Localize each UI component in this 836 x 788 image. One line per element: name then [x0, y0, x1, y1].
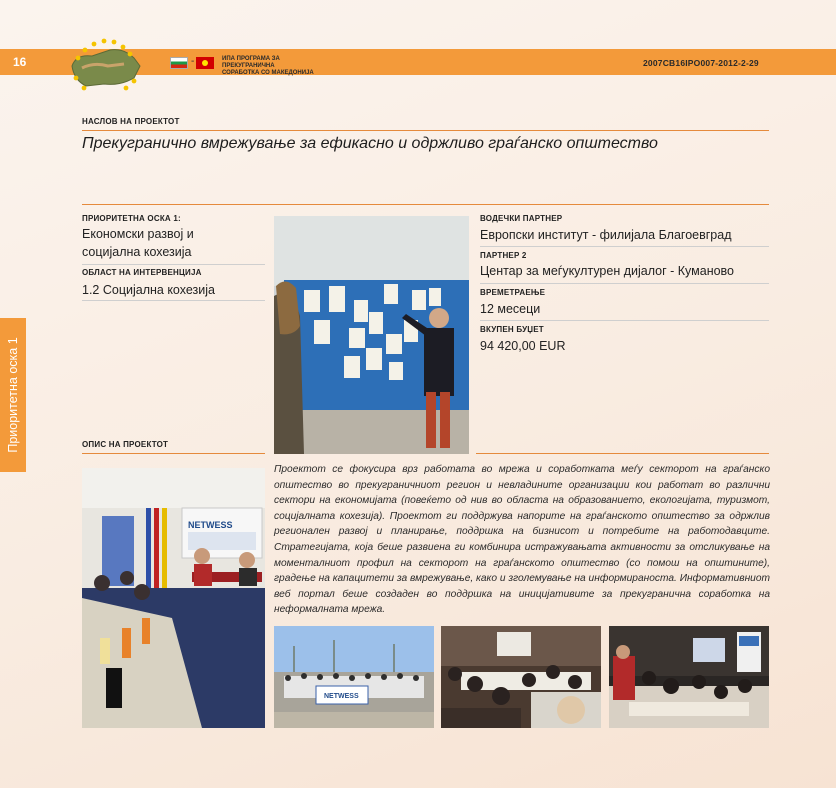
- photo-meeting-room: [441, 626, 601, 728]
- duration-label: ВРЕМЕТРАЕЊЕ: [480, 288, 546, 297]
- priority-label: ПРИОРИТЕТНА ОСКА 1:: [82, 214, 181, 223]
- programme-line-1: ИПА ПРОГРАМА ЗА ПРЕКУГРАНИЧНА: [222, 56, 280, 69]
- divider: [82, 300, 265, 301]
- photo-conference-room: [82, 468, 265, 728]
- bulgaria-flag-icon: [170, 57, 188, 69]
- partner-value: Центар за меѓукултурен дијалог - Куманово: [480, 264, 735, 278]
- divider: [480, 320, 769, 321]
- priority-value-line-2: социјална кохезија: [82, 245, 192, 259]
- banner-text: NETWESS: [188, 520, 233, 530]
- programme-logo-icon: [64, 36, 148, 96]
- project-code: 2007CB16IPO007-2012-2-29: [643, 58, 759, 68]
- area-value: 1.2 Социјална кохезија: [82, 283, 215, 297]
- lead-partner-value: Европски институт - филијала Благоевград: [480, 228, 732, 242]
- lead-partner-label: ВОДЕЧКИ ПАРТНЕР: [480, 214, 563, 223]
- priority-value-line-1: Економски развој и: [82, 227, 194, 241]
- banner-text: NETWESS: [324, 693, 359, 700]
- page-number: 16: [13, 55, 27, 69]
- side-tab-label: Приоритетна оска 1: [6, 337, 20, 453]
- description-text: Проектот се фокусира врз работата во мрежа и соработката меѓу секторот на граѓанско општество во прекуграничниот регион и невладините организации кои работат во различни сектори на економијата (повеќето од нив во областа на образованието, екологијата, туризмот, социјалната кохезија). Проектот ги поддржува напорите на граѓанското општество за одржлив регионален развој и планирање, поддршка на бизнисот и потребите на работодавците. Стратегијата, која беше развиена ги комбинира истражувањата активности за отсликување на моменталниот профил на секторот на граѓанското општество (со помош на општините), градење на капацитети за вмрежување, како и зголемување на информираноста. Информативниот веб портал беше создаден во поддршка на иницијативите за прекугранична соработка на неформалната мрежа.: [274, 464, 770, 616]
- programme-name: [222, 56, 332, 77]
- divider: [82, 264, 265, 265]
- macedonia-flag-icon: [196, 57, 214, 69]
- divider: [82, 130, 769, 131]
- flags: [170, 57, 220, 69]
- divider: [480, 246, 769, 247]
- photo-workshop: [609, 626, 769, 728]
- photo-presentation-board: [274, 216, 469, 454]
- divider: [476, 453, 769, 454]
- flag-separator: -: [191, 56, 195, 67]
- budget-value: 94 420,00 EUR: [480, 339, 566, 353]
- duration-value: 12 месеци: [480, 302, 541, 316]
- divider: [82, 204, 769, 205]
- partner-label: ПАРТНЕР 2: [480, 251, 527, 260]
- area-label: ОБЛАСТ НА ИНТЕРВЕНЦИЈА: [82, 268, 202, 277]
- budget-label: ВКУПЕН БУЏЕТ: [480, 325, 544, 334]
- description-label: ОПИС НА ПРОЕКТОТ: [82, 440, 169, 449]
- divider: [480, 283, 769, 284]
- divider: [82, 453, 265, 454]
- programme-line-2: СОРАБОТКА СО МАКЕДОНИЈА: [222, 70, 314, 76]
- title-label: НАСЛОВ НА ПРОЕКТОТ: [82, 117, 180, 126]
- photo-group-outdoors: [274, 626, 434, 728]
- project-title: Прекугранично вмрежување за ефикасно и одржливо граѓанско општество: [82, 135, 658, 152]
